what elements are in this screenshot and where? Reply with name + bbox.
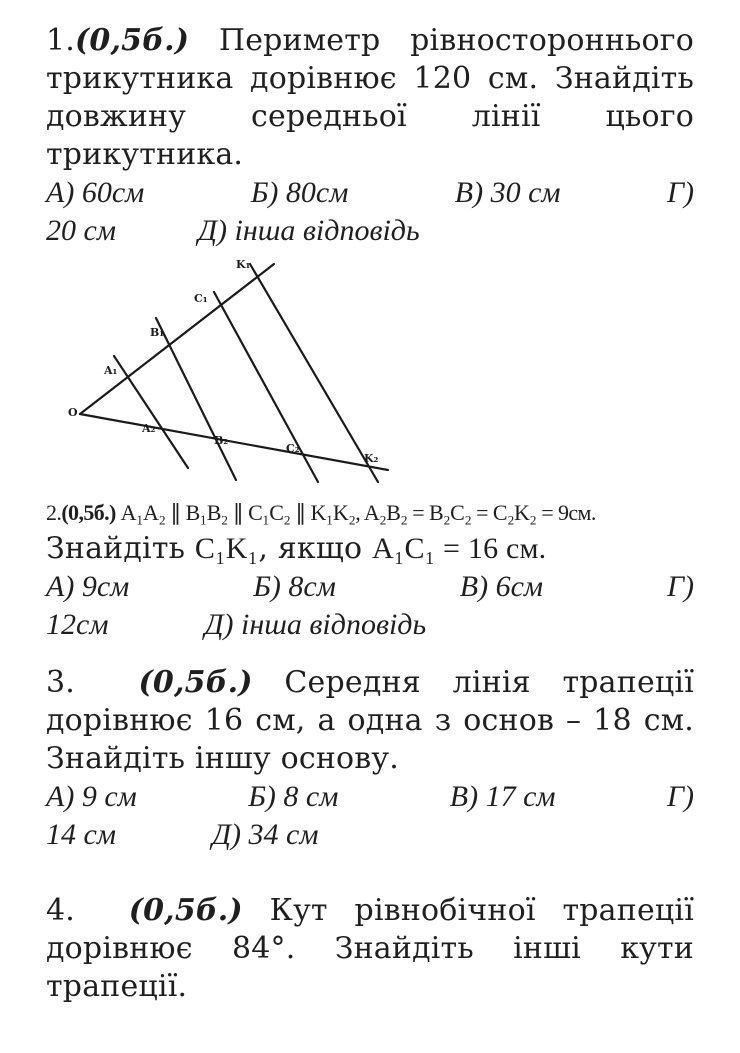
question-4: [46, 892, 694, 1006]
label-k1: K₁: [236, 258, 251, 271]
label-k2: K₂: [364, 452, 379, 465]
option-d-letter: Г): [666, 570, 694, 603]
line-b1b2: [156, 318, 236, 480]
label-b1: B₁: [150, 326, 165, 339]
question-2-options: [46, 568, 694, 644]
label-c1: C₁: [194, 292, 208, 305]
worksheet: [46, 22, 694, 1006]
option-d-letter: Г): [666, 176, 694, 209]
option-d-value: 12см: [46, 608, 109, 641]
question-3-points: (0,5б.): [138, 665, 253, 700]
question-4-text: [46, 892, 694, 1006]
option-d-value: 20 см: [46, 214, 116, 247]
find-target: C₁K₁: [194, 532, 259, 565]
question-2-points: (0,5б.): [61, 500, 116, 525]
question-3-number: 3.: [46, 665, 76, 700]
option-a: А) 9 см: [46, 780, 137, 813]
question-4-points: (0,5б.): [128, 893, 243, 928]
option-a: А) 9см: [46, 570, 130, 603]
label-o: O: [68, 406, 78, 419]
question-2-number: 2.: [46, 500, 62, 525]
label-a1: A₁: [104, 364, 118, 377]
option-c: В) 30 см: [454, 176, 561, 209]
option-e: Д) інша відповідь: [204, 608, 427, 641]
option-d-letter: Г): [666, 780, 694, 813]
line-a1a2: [114, 356, 188, 468]
option-b: Б) 8см: [253, 570, 336, 603]
question-2-condition: [46, 496, 694, 530]
option-c: В) 6см: [459, 570, 544, 603]
option-e: Д) 34 см: [211, 818, 319, 851]
parallel-lines-figure: [46, 256, 694, 492]
option-c: В) 17 см: [449, 780, 556, 813]
question-2-find: [46, 530, 694, 568]
question-3: [46, 664, 694, 854]
figure-diagram: [46, 256, 694, 492]
option-b: Б) 8 см: [248, 780, 339, 813]
label-c2: C₂: [286, 442, 300, 455]
option-d-value: 14 см: [46, 818, 116, 851]
line-c1c2: [214, 292, 318, 482]
question-3-text: [46, 664, 694, 778]
question-3-statement: Середня лінія трапеції дорівнює 16 см, а одна з основ – 18 см. Знайдіть іншу основу.: [46, 665, 694, 776]
find-given: A₁C₁ = 16: [371, 532, 499, 565]
option-e: Д) інша відповідь: [197, 214, 420, 247]
question-4-number: 4.: [46, 893, 76, 928]
upper-ray: [80, 264, 274, 414]
question-1-points: (0,5б.): [75, 23, 190, 58]
question-1-statement: Периметр рівностороннього трикутника дорівнює 120 см. Знайдіть довжину середньої лінії цього трикутника.: [46, 23, 694, 172]
option-a: А) 60см: [46, 176, 145, 209]
label-b2: B₂: [214, 434, 229, 447]
question-1-number: 1.: [46, 23, 76, 58]
find-prefix: Знайдіть: [46, 531, 195, 566]
question-2-parallel-condition: A₁A₂ ∥ B₁B₂ ∥ C₁C₂ ∥ K₁K₂, A₂B₂ = B₂C₂ = C₂K₂ = 9см.: [120, 500, 596, 525]
find-mid: , якщо: [258, 531, 372, 566]
question-1-options: [46, 174, 694, 250]
label-a2: A₂: [142, 422, 156, 435]
question-1: [46, 22, 694, 250]
question-3-options: [46, 778, 694, 854]
option-b: Б) 80см: [250, 176, 349, 209]
find-unit: см.: [498, 532, 547, 565]
question-4-statement: Кут рівнобічної трапеції дорівнює 84°. Знайдіть інші кути трапеції.: [46, 893, 694, 1004]
question-2: [46, 496, 694, 644]
question-1-text: [46, 22, 694, 174]
